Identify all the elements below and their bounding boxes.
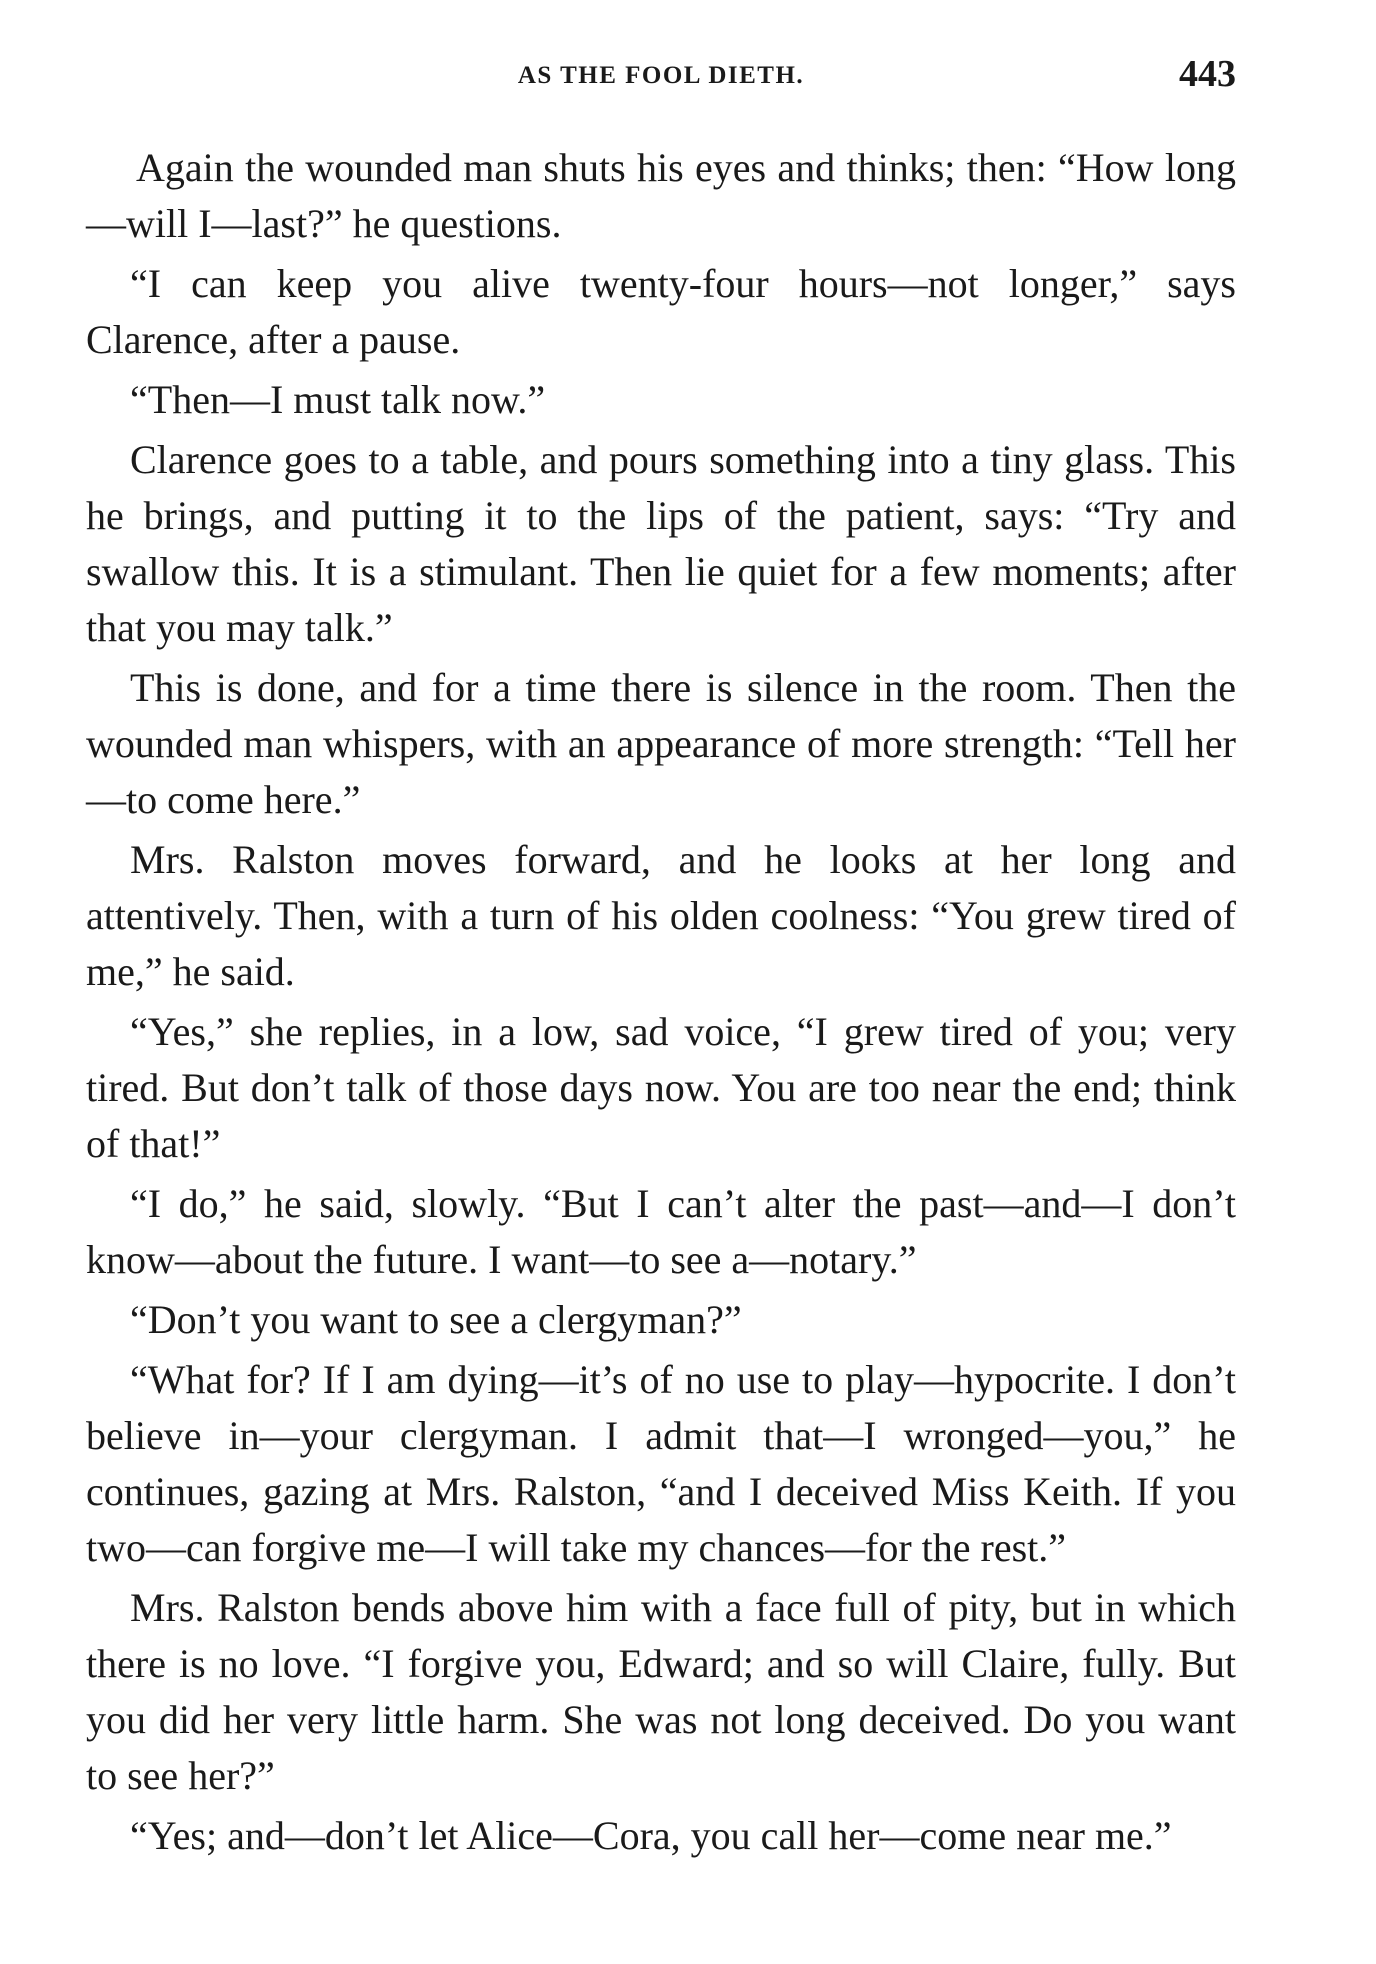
paragraph: Mrs. Ralston moves forward, and he looks at her long and attentively. Then, with a turn of his olden coolness: “You grew tired of me,” he said. [86,837,1236,994]
paragraph: This is done, and for a time there is silence in the room. Then the wounded man whispers, with an appearance of more strength: “Tell her—to come here.” [86,665,1236,822]
page-number: 443 [1179,53,1236,95]
paragraph: Clarence goes to a table, and pours something into a tiny glass. This he brings, and putting it to the lips of the patient, says: “Try and swallow this. It is a stimulant. Then lie quiet for a few moments; after that you may talk.” [86,437,1236,650]
paragraph: “Yes,” she replies, in a low, sad voice, “I grew tired of you; very tired. But don’t talk of those days now. You are too near the end; think of that!” [86,1009,1236,1166]
paragraph: “Yes; and—don’t let Alice—Cora, you call her—come near me.” [130,1813,1172,1858]
paragraph: “Then—I must talk now.” [130,377,546,422]
running-title: AS THE FOOL DIETH. [517,62,805,89]
paragraph: “What for? If I am dying—it’s of no use to play—hypocrite. I don’t believe in—your clergyman. I admit that—I wronged—you,” he continues, gazing at Mrs. Ralston, “and I deceived Miss Keith. If you two—can forgive me—I will take my chances—for the rest.” [86,1357,1236,1570]
body-text [86,140,1236,1864]
paragraph: “I can keep you alive twenty-four hours—not longer,” says Clarence, after a pause. [86,261,1236,362]
paragraph: “Don’t you want to see a clergyman?” [130,1297,742,1342]
paragraph: Mrs. Ralston bends above him with a face full of pity, but in which there is no love. “I forgive you, Edward; and so will Claire, fully. But you did her very little harm. She was not long deceived. Do you want to see her?” [86,1585,1236,1798]
paragraph: “I do,” he said, slowly. “But I can’t alter the past—and—I don’t know—about the future. I want—to see a—notary.” [86,1181,1236,1282]
paragraph: Again the wounded man shuts his eyes and thinks; then: “How long—will I—last?” he questions. [86,145,1236,246]
running-head [86,52,1236,102]
